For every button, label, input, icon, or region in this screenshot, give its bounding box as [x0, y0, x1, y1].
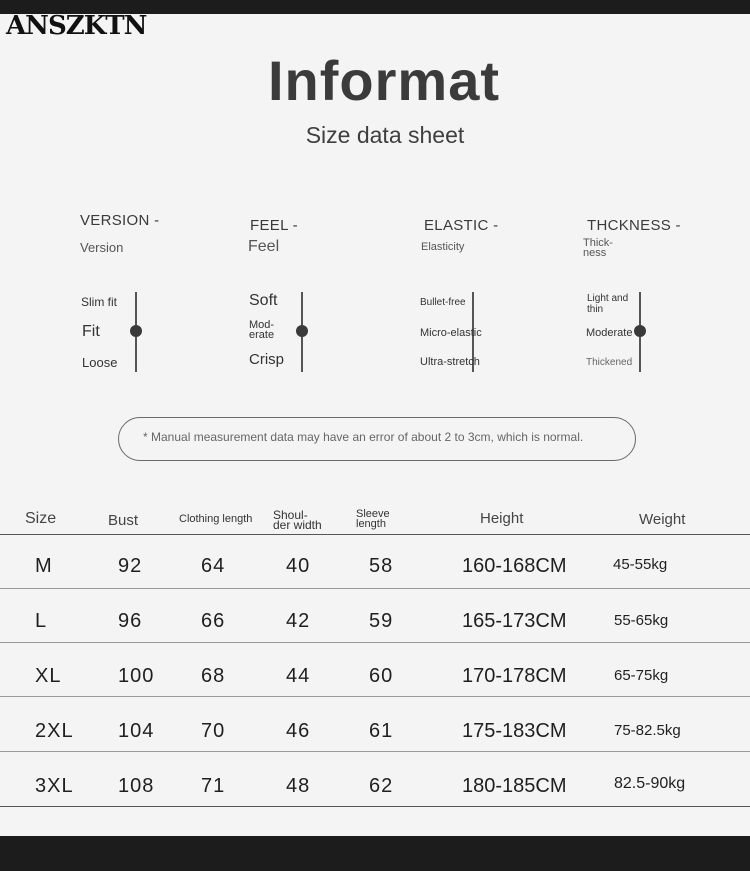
table-divider	[0, 534, 750, 535]
cell-size: L	[35, 610, 48, 632]
cell-shoulder-width: 42	[286, 610, 311, 632]
cell-sleeve-length: 62	[369, 775, 394, 797]
header-weight: Weight	[639, 511, 686, 528]
elastic-option-micro-elastic: Micro-elastic	[420, 327, 482, 339]
table-divider	[0, 588, 750, 589]
cell-bust: 100	[118, 665, 155, 687]
header-clothing-length: Clothing length	[179, 513, 253, 525]
version-heading: VERSION -	[80, 212, 160, 229]
cell-clothing-length: 68	[201, 665, 226, 687]
brand-logo: ANSZKTN	[6, 11, 147, 41]
cell-clothing-length: 64	[201, 555, 226, 577]
cell-size: XL	[35, 665, 62, 687]
cell-clothing-length: 66	[201, 610, 226, 632]
header-size: Size	[25, 510, 57, 527]
cell-bust: 108	[118, 775, 155, 797]
cell-height: 160-168CM	[462, 555, 567, 577]
cell-height: 170-178CM	[462, 665, 567, 687]
feel-option-moderate: Mod- erate	[249, 319, 275, 341]
version-option-fit: Fit	[82, 323, 100, 340]
cell-sleeve-length: 61	[369, 720, 394, 742]
thickness-heading: THCKNESS -	[587, 217, 681, 234]
cell-clothing-length: 71	[201, 775, 226, 797]
cell-bust: 92	[118, 555, 143, 577]
feel-subheading: Feel	[248, 238, 280, 255]
cell-shoulder-width: 44	[286, 665, 311, 687]
header-sleeve-length: Sleeve length	[356, 508, 390, 530]
header-height: Height	[480, 510, 524, 527]
cell-sleeve-length: 60	[369, 665, 394, 687]
feel-heading: FEEL -	[250, 217, 298, 234]
table-divider	[0, 751, 750, 752]
cell-weight: 55-65kg	[614, 612, 669, 629]
cell-sleeve-length: 58	[369, 555, 394, 577]
cell-weight: 82.5-90kg	[614, 775, 686, 792]
bottom-bar	[0, 836, 750, 871]
measurement-note: * Manual measurement data may have an error of about 2 to 3cm, which is normal.	[143, 430, 584, 444]
version-selected-dot	[130, 325, 142, 337]
elastic-heading: ELASTIC -	[424, 217, 499, 234]
cell-shoulder-width: 48	[286, 775, 311, 797]
elastic-option-ultra-stretch: Ultra-stretch	[420, 356, 480, 368]
table-divider	[0, 642, 750, 643]
table-divider	[0, 806, 750, 807]
cell-shoulder-width: 46	[286, 720, 311, 742]
feel-option-soft: Soft	[249, 292, 278, 309]
cell-height: 165-173CM	[462, 610, 567, 632]
cell-height: 175-183CM	[462, 720, 567, 742]
thickness-selected-dot	[634, 325, 646, 337]
cell-bust: 104	[118, 720, 155, 742]
feel-selected-dot	[296, 325, 308, 337]
cell-size: 3XL	[35, 775, 74, 797]
page-subtitle: Size data sheet	[305, 122, 465, 148]
cell-weight: 65-75kg	[614, 667, 669, 684]
header-bust: Bust	[108, 512, 139, 529]
version-option-slim-fit: Slim fit	[81, 295, 117, 309]
cell-height: 180-185CM	[462, 775, 567, 797]
cell-weight: 45-55kg	[613, 556, 668, 573]
thickness-option-light-thin: Light and thin	[587, 293, 629, 315]
thickness-option-thickened: Thickened	[586, 357, 633, 368]
elastic-option-bullet-free: Bullet-free	[420, 297, 466, 308]
cell-size: 2XL	[35, 720, 74, 742]
cell-size: M	[35, 555, 53, 577]
feel-option-crisp: Crisp	[249, 351, 285, 368]
thickness-subheading: Thick- ness	[583, 237, 613, 259]
page-title: Informat	[268, 49, 500, 112]
table-divider	[0, 696, 750, 697]
cell-weight: 75-82.5kg	[614, 722, 681, 739]
cell-sleeve-length: 59	[369, 610, 394, 632]
cell-clothing-length: 70	[201, 720, 226, 742]
elastic-subheading: Elasticity	[421, 241, 465, 253]
cell-bust: 96	[118, 610, 143, 632]
version-subheading: Version	[80, 240, 124, 255]
version-option-loose: Loose	[82, 355, 118, 370]
cell-shoulder-width: 40	[286, 555, 311, 577]
header-shoulder-width: Shoul- der width	[273, 508, 322, 532]
thickness-option-moderate: Moderate	[586, 327, 633, 339]
